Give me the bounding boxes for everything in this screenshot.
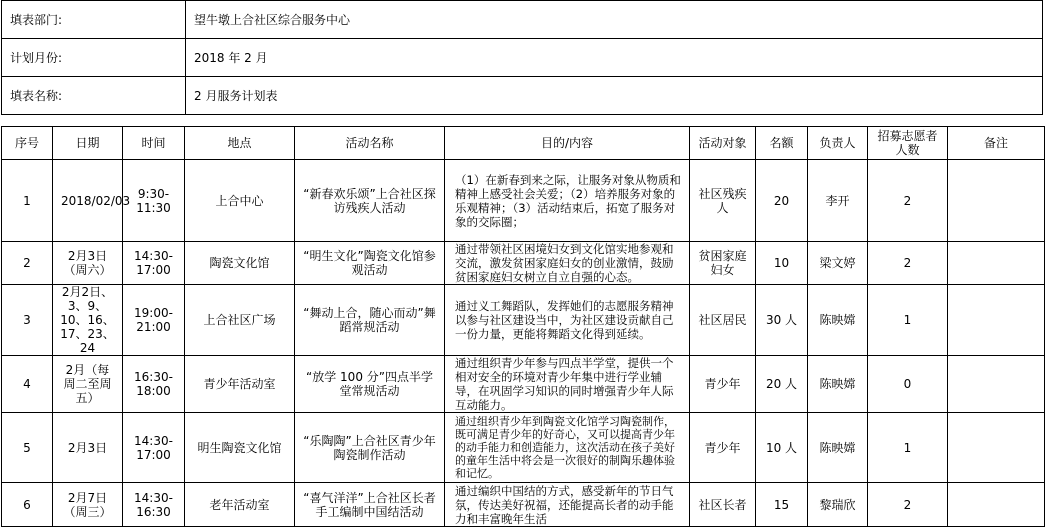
cell-purpose: 通过义工舞蹈队，发挥她们的志愿服务精神以参与社区建设当中，为社区建设贡献自己一份力量，更能将舞蹈文化得到延续。 [445, 285, 690, 356]
cell-time: 9:30-11:30 [123, 160, 185, 242]
cell-date: 2018/02/03 [53, 160, 123, 242]
cell-leader: 梁文婷 [808, 242, 868, 285]
cell-time: 14:30-17:00 [123, 242, 185, 285]
cell-purpose: 通过组织青少年到陶瓷文化馆学习陶瓷制作，既可满足青少年的好奇心，又可以提高青少年的动手能力和创造能力，这次活动在孩子美好的童年生活中将会是一次很好的制陶乐趣体验和记忆。 [445, 413, 690, 483]
cell-target: 青少年 [690, 413, 756, 483]
table-row [2, 242, 1045, 285]
table-row [2, 160, 1045, 242]
cell-quota: 20 [756, 160, 808, 242]
cell-leader: 陈映嫦 [808, 356, 868, 413]
header-note: 备注 [948, 127, 1045, 160]
cell-seq: 2 [2, 242, 53, 285]
header-seq: 序号 [2, 127, 53, 160]
cell-target: 社区长者 [690, 483, 756, 527]
cell-volunteers: 0 [868, 356, 948, 413]
cell-name: “放学 100 分”四点半学堂常规活动 [295, 356, 445, 413]
header-volunteers: 招募志愿者人数 [868, 127, 948, 160]
cell-quota: 10 人 [756, 413, 808, 483]
cell-volunteers: 2 [868, 160, 948, 242]
cell-target: 社区残疾人 [690, 160, 756, 242]
cell-quota: 10 [756, 242, 808, 285]
title-value: 2 月服务计划表 [186, 77, 1043, 115]
cell-purpose: 通过组织青少年参与四点半学堂，提供一个相对安全的环境对青少年集中进行学业辅导，在巩固学习知识的同时增强青少年人际互动能力。 [445, 356, 690, 413]
cell-place: 上合中心 [185, 160, 295, 242]
cell-purpose: 通过编织中国结的方式，感受新年的节日气氛，传达美好祝福，还能提高长者的动手能力和丰富晚年生活 [445, 483, 690, 527]
cell-date: 2月2日、3、9、10、16、17、23、24 [53, 285, 123, 356]
table-row [2, 413, 1045, 483]
cell-date: 2月7日（周三） [53, 483, 123, 527]
unit-label: 填表部门: [2, 1, 186, 39]
cell-volunteers: 1 [868, 285, 948, 356]
cell-quota: 15 [756, 483, 808, 527]
cell-name: “新春欢乐颂”上合社区探访残疾人活动 [295, 160, 445, 242]
header-date: 日期 [53, 127, 123, 160]
cell-name: “喜气洋洋”上合社区长者手工编制中国结活动 [295, 483, 445, 527]
cell-name: “乐陶陶”上合社区青少年陶瓷制作活动 [295, 413, 445, 483]
cell-time: 19:00-21:00 [123, 285, 185, 356]
cell-date: 2月（每周二至周五） [53, 356, 123, 413]
table-row [2, 285, 1045, 356]
cell-leader: 陈映嫦 [808, 413, 868, 483]
form-info-table [1, 0, 1043, 115]
cell-date: 2月3日（周六） [53, 242, 123, 285]
cell-name: “明生文化”陶瓷文化馆参观活动 [295, 242, 445, 285]
cell-leader: 黎瑞欣 [808, 483, 868, 527]
cell-place: 明生陶瓷文化馆 [185, 413, 295, 483]
month-value: 2018 年 2 月 [186, 39, 1043, 77]
unit-value: 望牛墩上合社区综合服务中心 [186, 1, 1043, 39]
cell-note [948, 242, 1045, 285]
cell-quota: 30 人 [756, 285, 808, 356]
header-time: 时间 [123, 127, 185, 160]
cell-purpose: （1）在新春到来之际，让服务对象从物质和精神上感受社会关爱；（2）培养服务对象的乐观精神；（3）活动结束后，拓宽了服务对象的交际圈； [445, 160, 690, 242]
cell-seq: 3 [2, 285, 53, 356]
cell-place: 老年活动室 [185, 483, 295, 527]
header-target: 活动对象 [690, 127, 756, 160]
cell-leader: 陈映嫦 [808, 285, 868, 356]
info-row-month [2, 39, 1043, 77]
cell-place: 上合社区广场 [185, 285, 295, 356]
cell-note [948, 160, 1045, 242]
cell-note [948, 483, 1045, 527]
cell-note [948, 356, 1045, 413]
header-quota: 名额 [756, 127, 808, 160]
cell-date: 2月3日 [53, 413, 123, 483]
cell-quota: 20 人 [756, 356, 808, 413]
header-place: 地点 [185, 127, 295, 160]
cell-seq: 5 [2, 413, 53, 483]
cell-target: 青少年 [690, 356, 756, 413]
cell-note [948, 285, 1045, 356]
cell-place: 陶瓷文化馆 [185, 242, 295, 285]
cell-target: 社区居民 [690, 285, 756, 356]
header-name: 活动名称 [295, 127, 445, 160]
cell-target: 贫困家庭妇女 [690, 242, 756, 285]
cell-time: 16:30-18:00 [123, 356, 185, 413]
cell-name: “舞动上合，随心而动”舞蹈常规活动 [295, 285, 445, 356]
service-plan-table [1, 126, 1045, 527]
header-row [2, 127, 1045, 160]
cell-note [948, 413, 1045, 483]
cell-leader: 李开 [808, 160, 868, 242]
table-row [2, 356, 1045, 413]
month-label: 计划月份: [2, 39, 186, 77]
cell-place: 青少年活动室 [185, 356, 295, 413]
cell-time: 14:30-17:00 [123, 413, 185, 483]
cell-seq: 1 [2, 160, 53, 242]
cell-time: 14:30-16:30 [123, 483, 185, 527]
cell-seq: 6 [2, 483, 53, 527]
cell-volunteers: 1 [868, 413, 948, 483]
title-label: 填表名称: [2, 77, 186, 115]
cell-purpose: 通过带领社区困境妇女到文化馆实地参观和交流，激发贫困家庭妇女的创业激情，鼓励贫困家庭妇女树立自立自强的心态。 [445, 242, 690, 285]
header-leader: 负责人 [808, 127, 868, 160]
cell-seq: 4 [2, 356, 53, 413]
info-row-unit [2, 1, 1043, 39]
header-purpose: 目的/内容 [445, 127, 690, 160]
info-row-title [2, 77, 1043, 115]
table-row [2, 483, 1045, 527]
cell-volunteers: 2 [868, 242, 948, 285]
cell-volunteers: 2 [868, 483, 948, 527]
